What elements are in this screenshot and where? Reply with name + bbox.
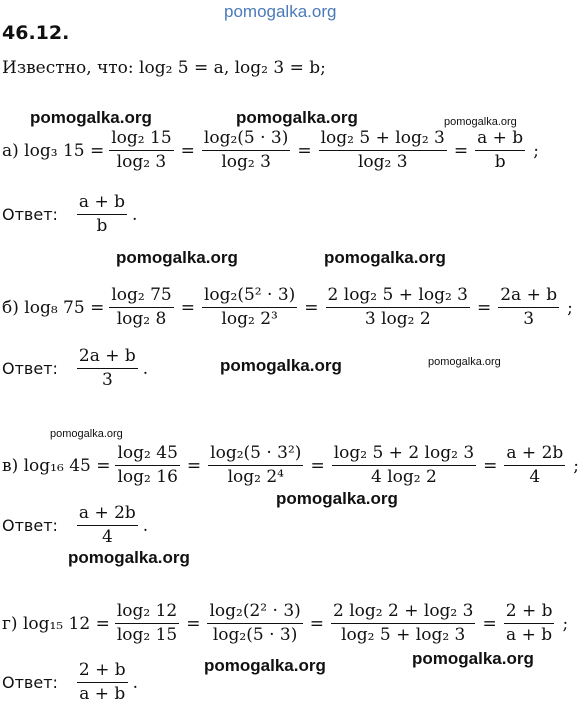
watermark: pomogalka.org [428, 356, 501, 368]
problem-number: 46.12. [2, 22, 70, 44]
answer-part-a: Ответ: $\frac{a + b}{b}$ . [2, 192, 138, 236]
answer-label: Ответ: [2, 673, 58, 692]
equation-part-b: б) log₈ 75 = $\frac{\text{log₂ 75}}{\text{log₂ 8}}$ = $\frac{\text{log₂(5² · 3)}}{\text{log₂ 2³}}$ = $\frac{\text{2 log₂ 5 + log₂ 3}}{\text{3 log₂ 2}}$ = $\frac{2a + b}{3}$ ; [2, 285, 573, 329]
fraction: $\frac{\text{log₂(5 · 3²)}}{\text{log₂ 2⁴}}$ [210, 443, 302, 487]
equation-part-d: г) log₁₅ 12 = $\frac{\text{log₂ 12}}{\text{log₂ 15}}$ = $\frac{\text{log₂(2² · 3)}}{\text{log₂(5 · 3)}}$ = $\frac{\text{2 log₂ 2 + log₂ 3}}{\text{log₂ 5 + log₂ 3}}$ = $\frac{2 + b}{a + b}$ ; [2, 601, 569, 645]
answer-fraction: $\frac{2a + b}{3}$ [78, 346, 136, 390]
fraction: $\frac{\text{log₂ 12}}{\text{log₂ 15}}$ [116, 601, 178, 645]
watermark: pomogalka.org [116, 248, 238, 267]
fraction: $\frac{\text{log₂ 5 + log₂ 3}}{\text{log₂ 3}}$ [320, 128, 445, 172]
fraction: $\frac{2 + b}{a + b}$ [505, 601, 553, 645]
answer-part-c: Ответ: $\frac{a + 2b}{4}$ . [2, 503, 149, 547]
watermark: pomogalka.org [236, 108, 358, 127]
fraction: $\frac{\text{log₂(5² · 3)}}{\text{log₂ 2³}}$ [203, 285, 296, 329]
equation-part-c: в) log₁₆ 45 = $\frac{\text{log₂ 45}}{\text{log₂ 16}}$ = $\frac{\text{log₂(5 · 3²)}}{\text{log₂ 2⁴}}$ = $\frac{\text{log₂ 5 + 2 log₂ 3}}{\text{4 log₂ 2}}$ = $\frac{a + 2b}{4}$ ; [2, 443, 579, 487]
answer-label: Ответ: [2, 205, 58, 224]
watermark: pomogalka.org [30, 108, 152, 127]
watermark: pomogalka.org [276, 489, 398, 508]
equation-lhs: г) log₁₅ 12 = [2, 613, 110, 634]
fraction: $\frac{\text{2 log₂ 5 + log₂ 3}}{\text{3 log₂ 2}}$ [327, 285, 468, 329]
fraction: $\frac{\text{log₂ 15}}{\text{log₂ 3}}$ [111, 128, 172, 172]
answer-fraction: $\frac{a + b}{b}$ [78, 192, 125, 236]
watermark: pomogalka.org [324, 248, 446, 267]
equation-part-a: а) log₃ 15 = $\frac{\text{log₂ 15}}{\text{log₂ 3}}$ = $\frac{\text{log₂(5 · 3)}}{\text{log₂ 3}}$ = $\frac{\text{log₂ 5 + log₂ 3}}{\text{log₂ 3}}$ = $\frac{a + b}{b}$ ; [2, 128, 539, 172]
fraction: $\frac{\text{log₂ 5 + 2 log₂ 3}}{\text{4 log₂ 2}}$ [333, 443, 475, 487]
watermark: pomogalka.org [68, 548, 190, 567]
watermark: pomogalka.org [220, 356, 342, 375]
watermark-top: pomogalka.org [224, 2, 337, 21]
watermark: pomogalka.org [50, 428, 123, 440]
fraction: $\frac{2a + b}{3}$ [500, 285, 558, 329]
fraction: $\frac{\text{log₂ 45}}{\text{log₂ 16}}$ [117, 443, 178, 487]
equation-lhs: б) log₈ 75 = [2, 297, 105, 318]
answer-fraction: $\frac{2 + b}{a + b}$ [78, 660, 126, 704]
fraction: $\frac{\text{log₂ 75}}{\text{log₂ 8}}$ [111, 285, 172, 329]
fraction: $\frac{\text{2 log₂ 2 + log₂ 3}}{\text{log₂ 5 + log₂ 3}}$ [333, 601, 474, 645]
answer-part-b: Ответ: $\frac{2a + b}{3}$ . [2, 346, 149, 390]
equation-lhs: в) log₁₆ 45 = [2, 455, 111, 476]
answer-fraction: $\frac{a + 2b}{4}$ [78, 503, 136, 547]
watermark: pomogalka.org [444, 116, 517, 128]
answer-label: Ответ: [2, 516, 58, 535]
answer-label: Ответ: [2, 359, 58, 378]
given-statement: Известно, что: log₂ 5 = a, log₂ 3 = b; [2, 58, 326, 78]
watermark: pomogalka.org [204, 656, 326, 675]
answer-part-d: Ответ: $\frac{2 + b}{a + b}$ . [2, 660, 139, 704]
fraction: $\frac{a + 2b}{4}$ [506, 443, 564, 487]
fraction: $\frac{a + b}{b}$ [477, 128, 524, 172]
fraction: $\frac{\text{log₂(5 · 3)}}{\text{log₂ 3}}$ [203, 128, 289, 172]
watermark: pomogalka.org [412, 649, 534, 668]
fraction: $\frac{\text{log₂(2² · 3)}}{\text{log₂(5 · 3)}}$ [209, 601, 301, 645]
equation-lhs: а) log₃ 15 = [2, 140, 105, 161]
